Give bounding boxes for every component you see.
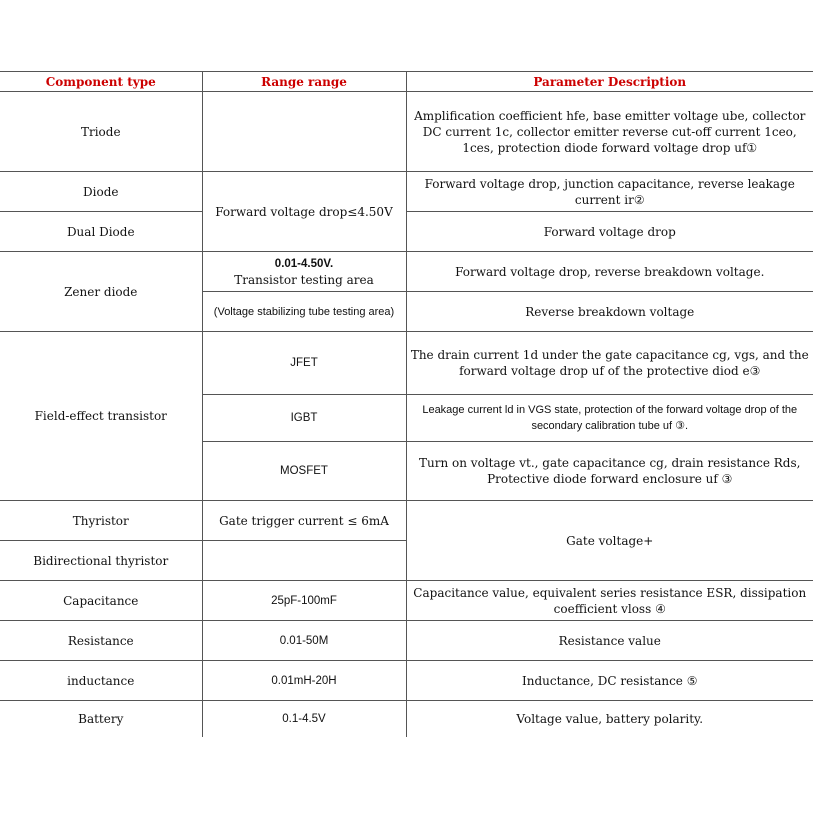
range-zener-b: (Voltage stabilizing tube testing area) (202, 292, 406, 332)
range-diode: Forward voltage drop≤4.50V (202, 172, 406, 252)
component-zener: Zener diode (0, 252, 202, 332)
range-igbt: IGBT (202, 395, 406, 442)
header-row (0, 72, 813, 92)
table-row (0, 501, 813, 541)
range-zener-a-line1: 0.01-4.50V. (274, 257, 334, 270)
parameter-triode: Amplification coefficient hfe, base emitter voltage ube, collector DC current 1c, collector emitter reverse cut-off current 1ceo, 1ces, protection diode forward voltage drop uf① (406, 92, 813, 172)
parameter-diode: Forward voltage drop, junction capacitance, reverse leakage current ir② (406, 172, 813, 212)
parameter-zener-b: Reverse breakdown voltage (406, 292, 813, 332)
component-bidirectional-thyristor: Bidirectional thyristor (0, 541, 202, 581)
component-capacitance: Capacitance (0, 581, 202, 621)
range-battery: 0.1-4.5V (202, 701, 406, 737)
parameter-mosfet: Turn on voltage vt., gate capacitance cg, drain resistance Rds, Protective diode forward enclosure uf ③ (406, 442, 813, 501)
component-battery: Battery (0, 701, 202, 737)
range-triode-empty (202, 92, 406, 172)
component-resistance: Resistance (0, 621, 202, 661)
range-zener-a-line2: Transistor testing area (234, 272, 374, 287)
parameter-battery: Voltage value, battery polarity. (406, 701, 813, 737)
table-row (0, 172, 813, 212)
header-parameter-description: Parameter Description (406, 72, 813, 92)
component-fet: Field-effect transistor (0, 332, 202, 501)
range-bidirectional-thyristor-empty (202, 541, 406, 581)
component-dual-diode: Dual Diode (0, 212, 202, 252)
table-row (0, 92, 813, 172)
header-range: Range range (202, 72, 406, 92)
parameter-jfet: The drain current 1d under the gate capacitance cg, vgs, and the forward voltage drop uf of the protective diod e③ (406, 332, 813, 395)
parameter-capacitance: Capacitance value, equivalent series resistance ESR, dissipation coefficient vloss ④ (406, 581, 813, 621)
table-row (0, 701, 813, 737)
range-mosfet: MOSFET (202, 442, 406, 501)
parameter-inductance: Inductance, DC resistance ⑤ (406, 661, 813, 701)
table-row (0, 621, 813, 661)
component-spec-table (0, 71, 813, 737)
parameter-resistance: Resistance value (406, 621, 813, 661)
table-row (0, 581, 813, 621)
range-resistance: 0.01-50M (202, 621, 406, 661)
header-component-type: Component type (0, 72, 202, 92)
table-row (0, 212, 813, 252)
component-triode: Triode (0, 92, 202, 172)
parameter-thyristor: Gate voltage+ (406, 501, 813, 581)
range-thyristor: Gate trigger current ≤ 6mA (202, 501, 406, 541)
parameter-dual-diode: Forward voltage drop (406, 212, 813, 252)
range-jfet: JFET (202, 332, 406, 395)
component-inductance: inductance (0, 661, 202, 701)
range-capacitance: 25pF-100mF (202, 581, 406, 621)
table-row (0, 332, 813, 395)
parameter-igbt: Leakage current ld in VGS state, protection of the forward voltage drop of the secondary calibration tube uf ③. (406, 395, 813, 442)
range-inductance: 0.01mH-20H (202, 661, 406, 701)
parameter-zener-a: Forward voltage drop, reverse breakdown voltage. (406, 252, 813, 292)
table-row (0, 252, 813, 292)
range-zener-a (202, 252, 406, 292)
component-diode: Diode (0, 172, 202, 212)
table-row (0, 661, 813, 701)
component-thyristor: Thyristor (0, 501, 202, 541)
